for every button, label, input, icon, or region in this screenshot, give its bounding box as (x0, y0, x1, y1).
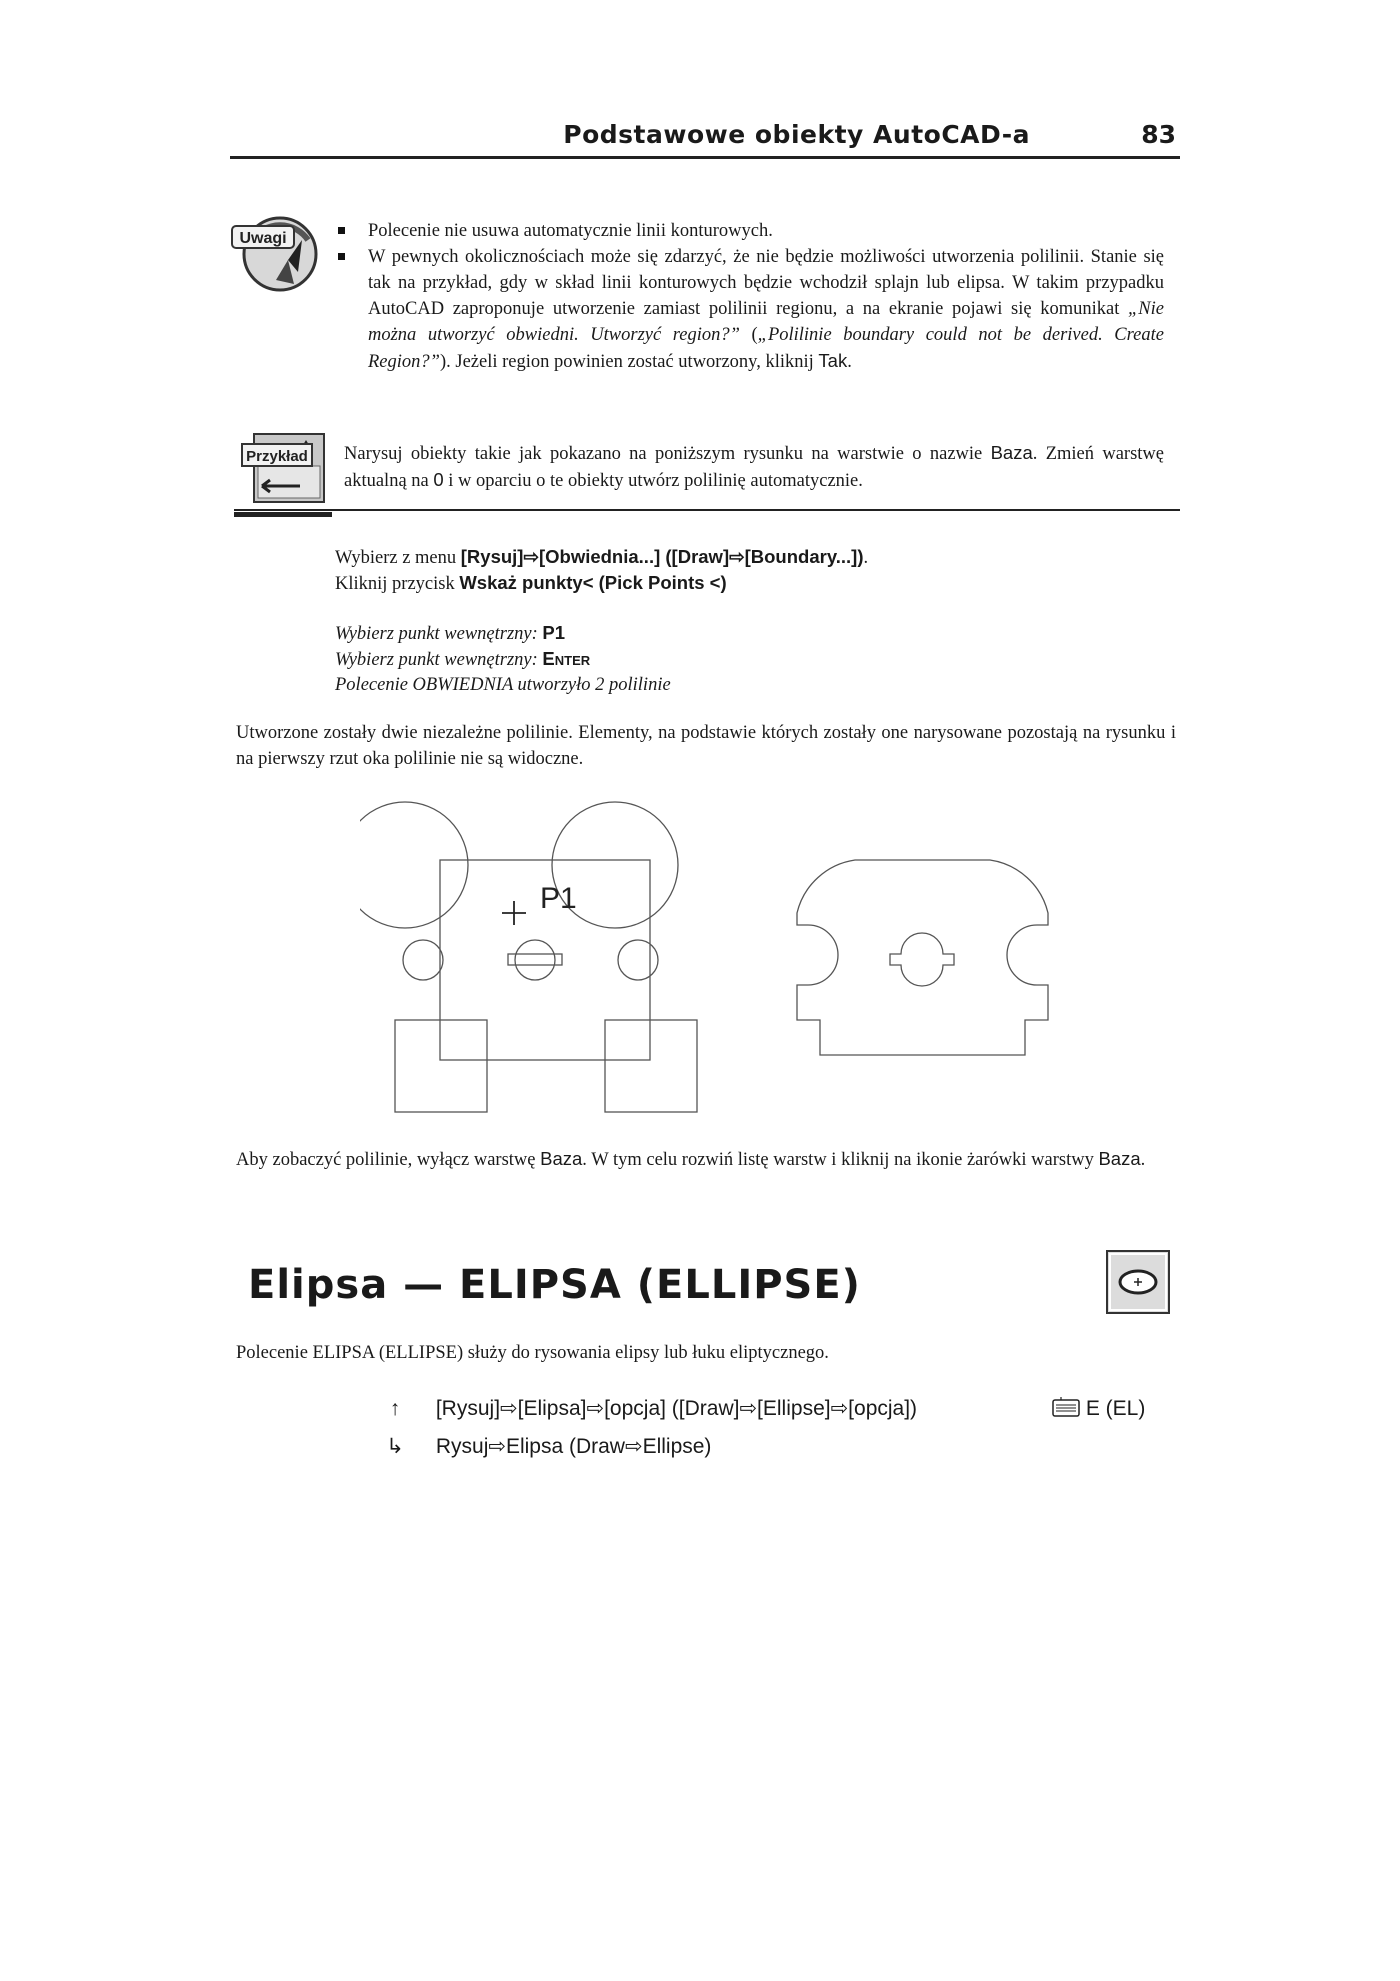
note-bullets (338, 218, 1164, 375)
menu-arrow-icon: ↑ (389, 1397, 401, 1420)
layer-name-baza-1: Baza (540, 1148, 583, 1169)
note-icon-label: Uwagi (239, 230, 287, 247)
prompt-line-1: Wybierz punkt wewnętrzny: P1 (335, 622, 566, 644)
running-head (230, 120, 1180, 160)
page-number: 83 (1141, 120, 1176, 149)
keyboard-icon (1052, 1396, 1080, 1418)
note-icon (228, 210, 328, 296)
circle-large-left (360, 802, 468, 928)
command-line-1: Wybierz z menu [Rysuj]⇨[Obwiednia...] ([Draw]⇨[Boundary...]). (335, 546, 869, 568)
outer-boundary-polyline (797, 860, 1048, 1055)
header-rule (230, 156, 1180, 159)
pick-point-cross (502, 901, 526, 925)
inner-boundary-polyline (890, 933, 954, 986)
example-rule-accent (234, 512, 332, 517)
message-pl: „Nie można utworzyć obwiedni. Utworzyć region?” (368, 299, 1164, 345)
pick-points-button-label: Wskaż punkty< (Pick Points <) (459, 572, 727, 593)
toolbar-icon: ↳ (386, 1435, 404, 1458)
prompt-result: Polecenie OBWIEDNIA utworzyło 2 polilinie (335, 675, 671, 695)
layer-name-baza: Baza (990, 442, 1033, 463)
running-head-title: Podstawowe obiekty AutoCAD-a (563, 120, 1030, 149)
boundary-drawing (360, 780, 1100, 1120)
source-objects (360, 802, 697, 1112)
tak-button-label: Tak (818, 350, 848, 371)
example-icon (240, 430, 330, 506)
message-en: „Polilinie boundary could not be derived. Create Region?” (368, 325, 1164, 372)
circle-small-left (403, 940, 443, 980)
menu-path-ellipse: [Rysuj]⇨[Elipsa]⇨[opcja] ([Draw]⇨[Ellipse]⇨[opcja]) (435, 1397, 918, 1420)
command-line-2: Kliknij przycisk Wskaż punkty< (Pick Points <) (335, 572, 727, 594)
layer-name-zero: 0 (433, 469, 444, 490)
menu-path-boundary: [Rysuj]⇨[Obwiednia...] ([Draw]⇨[Boundary...]) (460, 546, 864, 567)
square-bottom-right (605, 1020, 697, 1112)
keyboard-shortcut (1052, 1396, 1145, 1421)
paragraph-wylacz-warstwe: Aby zobaczyć polilinie, wyłącz warstwę Baza. W tym celu rozwiń listę warstw i kliknij na ikonie żarówki warstwy Baza. (236, 1148, 1146, 1170)
menu-path-row (360, 1396, 917, 1421)
circle-small-right (618, 940, 658, 980)
example-rule (234, 509, 1180, 511)
circle-center (515, 940, 555, 980)
example-text: Narysuj obiekty takie jak pokazano na poniższym rysunku na warstwie o nazwie Baza. Zmień warstwę aktualną na 0 i w oparciu o te obiekty utwórz polilinię automatycznie. (344, 442, 1164, 491)
section-intro: Polecenie ELIPSA (ELLIPSE) służy do rysowania elipsy lub łuku eliptycznego. (236, 1343, 829, 1363)
resulting-polylines (797, 860, 1048, 1055)
point-label-p1: P1 (540, 882, 577, 915)
layer-name-baza-2: Baza (1098, 1148, 1141, 1169)
square-bottom-left (395, 1020, 487, 1112)
note-bullet-2: W pewnych okolicznościach może się zdarzyć, że nie będzie możliwości utworzenia polilinii. Stanie się tak na przykład, gdy w skład linii konturowych będzie wchodził splajn lub elipsa. W takim przypadku AutoCAD zaproponuje utworzenie zamiast polilinii regionu, a na ekranie pojawi się komunikat „Nie można utworzyć obwiedni. Utworzyć region?” („Polilinie boundary could not be derived. Create Region?”). Jeżeli region powinien zostać utworzony, kliknij Tak. (338, 244, 1164, 375)
section-heading: Elipsa — ELIPSA (ELLIPSE) (248, 1262, 861, 1308)
prompt-line-2: Wybierz punkt wewnętrzny: Enter (335, 648, 591, 670)
paragraph-polilinie: Utworzone zostały dwie niezależne polilinie. Elementy, na podstawie których zostały one narysowane pozostają na rysunku i na pierwszy rzut oka polilinie nie są widoczne. (236, 723, 1176, 769)
toolbar-path-row (360, 1434, 711, 1459)
note-bullet-1: Polecenie nie usuwa automatycznie linii konturowych. (338, 218, 1164, 244)
toolbar-path-ellipse: Rysuj⇨Elipsa (Draw⇨Ellipse) (435, 1435, 712, 1458)
example-icon-label: Przykład (246, 448, 308, 465)
keyboard-shortcut-text: E (EL) (1085, 1397, 1146, 1420)
ellipse-toolbar-button[interactable] (1106, 1250, 1170, 1314)
